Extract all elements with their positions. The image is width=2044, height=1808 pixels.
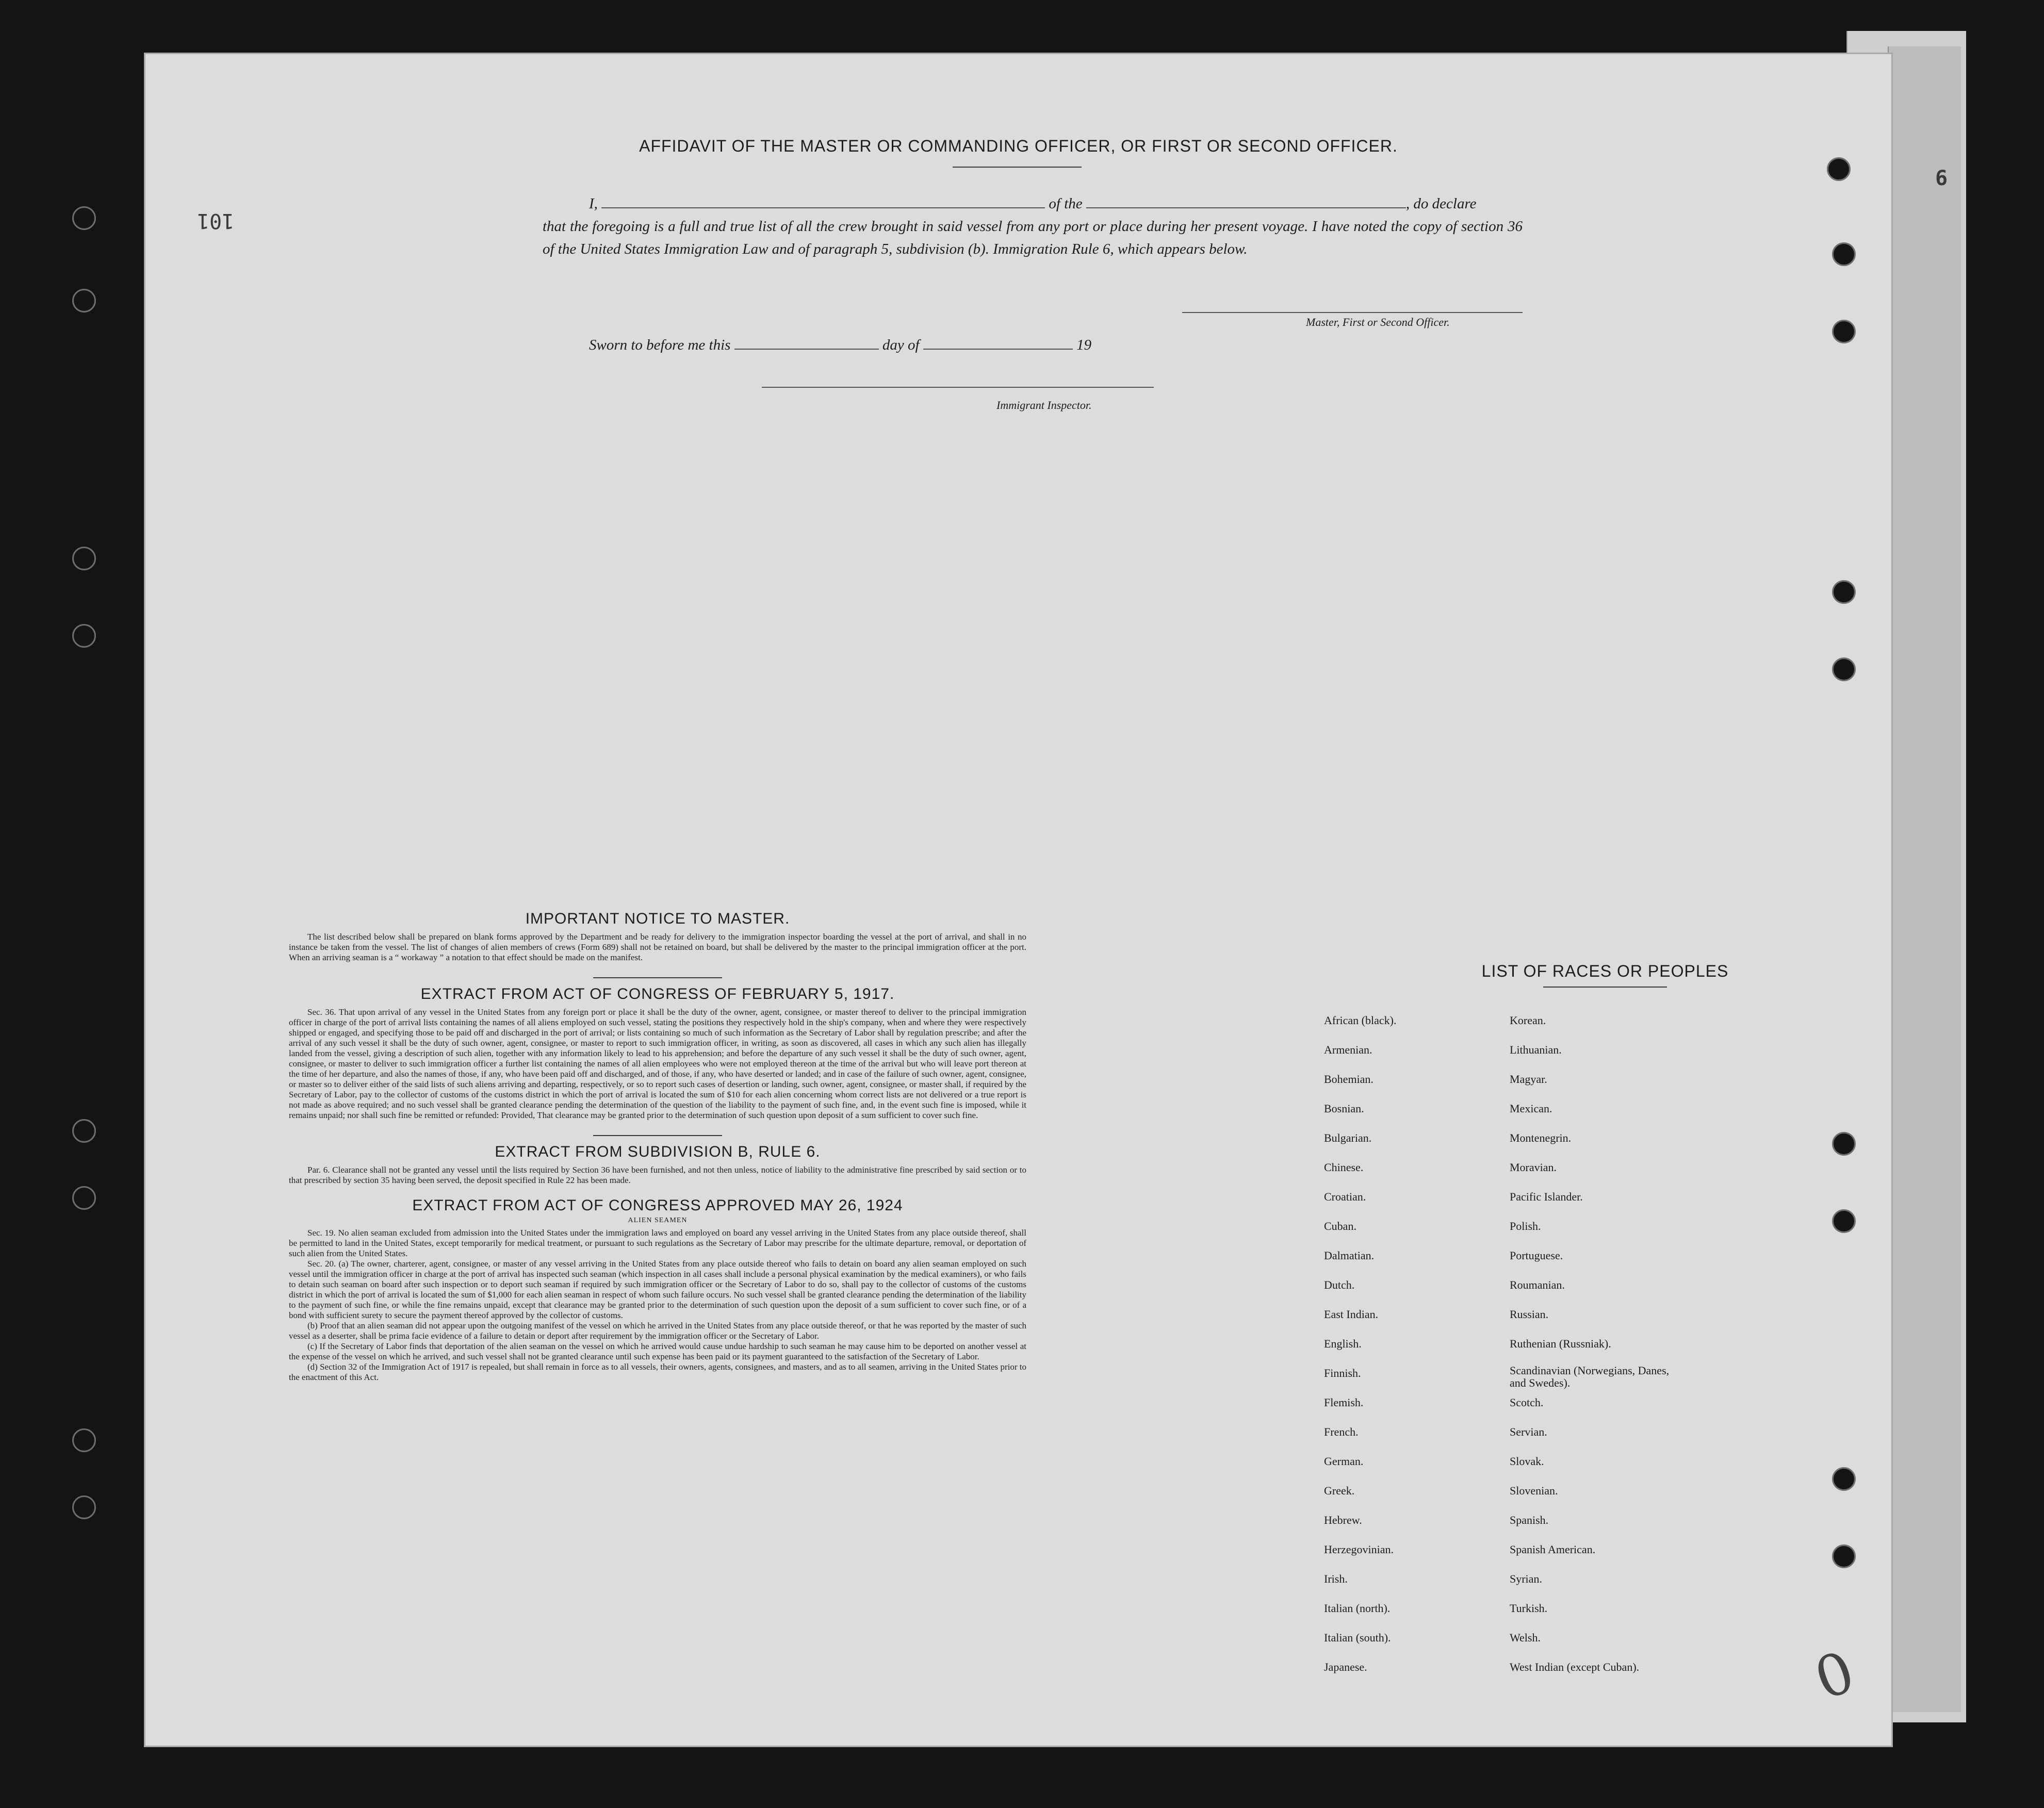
rule-6-title: EXTRACT FROM SUBDIVISION B, RULE 6. (495, 1143, 821, 1160)
binder-hole (72, 1428, 96, 1452)
back-page-edge-2 (1888, 46, 1961, 1712)
race-item: Mexican. (1510, 1102, 1552, 1115)
notice-text (289, 932, 1026, 963)
race-item: Hebrew. (1324, 1514, 1362, 1526)
race-item: Slovak. (1510, 1455, 1544, 1468)
act-1924-paragraph: (b) Proof that an alien seaman did not appear upon the outgoing manifest of the vessel on which he arrived in the United States from any place outside thereof, or that he was reported by the master of such vessel as a deserter, shall be prima facie evidence of a failure to detain or deport after requirement by the immigration officer or the Secretary of Labor. (289, 1321, 1026, 1341)
race-item: Bosnian. (1324, 1102, 1364, 1115)
race-item: French. (1324, 1425, 1359, 1438)
race-item: Armenian. (1324, 1043, 1372, 1056)
race-item: Pacific Islander. (1510, 1190, 1583, 1203)
binder-hole (72, 1119, 96, 1143)
race-item: Syrian. (1510, 1572, 1542, 1585)
divider (953, 167, 1082, 168)
race-item: West Indian (except Cuban). (1510, 1661, 1640, 1673)
race-item: Ruthenian (Russniak). (1510, 1337, 1611, 1350)
race-item: Chinese. (1324, 1161, 1364, 1174)
race-item: Croatian. (1324, 1190, 1366, 1203)
race-item: Cuban. (1324, 1220, 1356, 1232)
master-label: Master, First or Second Officer. (1306, 316, 1450, 328)
race-item: Korean. (1510, 1014, 1546, 1027)
race-item: African (black). (1324, 1014, 1397, 1027)
race-item: Polish. (1510, 1220, 1541, 1232)
day-of-label: day of (882, 337, 920, 353)
rule-6-text (289, 1165, 1026, 1186)
sworn-line (589, 335, 1091, 354)
binder-hole (1832, 1467, 1856, 1491)
race-item: Flemish. (1324, 1396, 1364, 1409)
race-item: Finnish. (1324, 1367, 1361, 1379)
race-item: Italian (south). (1324, 1631, 1391, 1644)
race-item: Bulgarian. (1324, 1131, 1372, 1144)
day-blank (734, 335, 879, 350)
race-item: Greek. (1324, 1484, 1355, 1497)
race-item: Irish. (1324, 1572, 1348, 1585)
pencil-mark: 0 (1806, 1638, 1863, 1713)
binder-hole (1832, 1209, 1856, 1233)
binder-hole (72, 624, 96, 648)
inspector-signature-line (762, 387, 1154, 388)
divider (593, 1135, 722, 1136)
inspector-label: Immigrant Inspector. (996, 399, 1092, 412)
page-number-right: 6 (1935, 167, 1948, 190)
notice-title: IMPORTANT NOTICE TO MASTER. (525, 910, 790, 927)
act-1924-text (289, 1228, 1026, 1383)
binder-hole (1827, 157, 1851, 181)
affidavit-of-the: of the (1049, 195, 1083, 212)
affidavit-title: AFFIDAVIT OF THE MASTER OR COMMANDING OFFICER, OR FIRST OR SECOND OFFICER. (639, 137, 1398, 155)
binder-hole (1832, 658, 1856, 681)
divider (593, 977, 722, 978)
race-item: German. (1324, 1455, 1364, 1468)
race-item: Dutch. (1324, 1278, 1355, 1291)
month-blank (923, 335, 1073, 350)
act-1924-paragraph: (c) If the Secretary of Labor finds that deportation of the alien seaman on the vessel on which he arrived would cause undue hardship to such seaman he may cause him to be deported on another vessel at the expense of the vessel on which he arrived, and such vessel shall not be granted clearance until such expense has been paid or its payment guaranteed to the satisfaction of the Secretary of Labor. (289, 1341, 1026, 1361)
race-item: Spanish. (1510, 1514, 1549, 1526)
race-item: Magyar. (1510, 1073, 1547, 1086)
binder-hole (72, 547, 96, 570)
race-item: Turkish. (1510, 1602, 1548, 1615)
race-item: Welsh. (1510, 1631, 1541, 1644)
race-item: Slovenian. (1510, 1484, 1558, 1497)
act-1924-paragraph: (d) Section 32 of the Immigration Act of 1917 is repealed, but shall remain in force as to all vessels, their owners, agents, consignees, and masters, and as to all seamen, arriving in the United States prior to the enactment of this Act. (289, 1362, 1026, 1382)
binder-hole (72, 1495, 96, 1519)
binder-hole (72, 206, 96, 230)
binder-hole (1832, 1132, 1856, 1156)
race-item: Portuguese. (1510, 1249, 1563, 1262)
manifest-sheet (145, 54, 1948, 1746)
binder-hole (72, 1186, 96, 1210)
race-item: East Indian. (1324, 1308, 1379, 1321)
notice-paragraph: The list described below shall be prepared on blank forms approved by the Department and be ready for delivery to the immigration inspector boarding the vessel at the port of arrival, and shall in no instance be taken from the vessel. The list of changes of alien members of crews (Form 689) shall not be retained on board, but shall be delivered by the master to the principal immigration officer at the port. When an arriving seaman is a “ workaway ” a notation to that effect should be made on the manifest. (289, 932, 1026, 962)
affidavit-i: I, (589, 195, 598, 212)
page-number-left: 101 (197, 209, 235, 233)
race-item: Russian. (1510, 1308, 1549, 1321)
race-item: Roumanian. (1510, 1278, 1565, 1291)
race-item: Dalmatian. (1324, 1249, 1375, 1262)
race-item: Moravian. (1510, 1161, 1557, 1174)
sworn-label: Sworn to before me this (589, 337, 731, 353)
binder-hole (1832, 1544, 1856, 1568)
binder-hole (1832, 580, 1856, 604)
master-signature-line (1182, 312, 1523, 313)
race-item: Bohemian. (1324, 1073, 1373, 1086)
binder-hole (72, 289, 96, 313)
year-label: 19 (1076, 337, 1092, 353)
race-item: Herzegovinian. (1324, 1543, 1394, 1556)
name-blank (601, 194, 1045, 208)
rule-6-paragraph: Par. 6. Clearance shall not be granted any vessel until the lists required by Section 36 have been furnished, and not then unless, notice of liability to the administrative fine prescribed by said section or to that prescribed by section 35 having been served, the deposit specified in Rule 22 has been made. (289, 1165, 1026, 1185)
act-1924-title: EXTRACT FROM ACT OF CONGRESS APPROVED MAY 26, 1924 (412, 1197, 903, 1214)
act-1924-subtitle: ALIEN SEAMEN (628, 1217, 688, 1224)
race-item: Servian. (1510, 1425, 1547, 1438)
act-1917-text (289, 1007, 1026, 1121)
races-title: LIST OF RACES OR PEOPLES (1481, 962, 1729, 980)
act-1917-paragraph: Sec. 36. That upon arrival of any vessel in the United States from any foreign port or place it shall be the duty of the owner, agent, consignee, or master thereof to deliver to the principal immigration officer in charge of the port of arrival lists containing the names of all aliens employed on such vessel, stating the positions they respectively hold in the ship's company, when and where they were respectively shipped or engaged, and specifying those to be paid off and discharged in the port of arrival; or lists containing so much of such information as the Secretary of Labor shall by regulation prescribe; and after the arrival of any such vessel it shall be the duty of such owner, agent, consignee, or master to report to such immigration officer, in writing, as soon as discovered, all cases in which any such alien has illegally landed from the vessel, giving a description of such alien, together with any information likely to lead to his apprehension; and before the departure of any such vessel it shall be the duty of such owner, agent, consignee, or master to deliver to such immigration officer a further list containing the names of all alien employees who were not employed thereon at the time of the arrival but who will leave port thereon at the time of her departure, and also the names of those, if any, who have been paid off and discharged, and of those, if any, who have deserted or landed; and in case of the failure of such owner, agent, consignee, or master so to deliver either of the said lists of such aliens arriving and departing, respectively, or so to report such cases of desertion or landing, such owner, agent, consignee, or master shall, if required by the Secretary of Labor, pay to the collector of customs of the customs district in which the port of arrival is located the sum of $10 for each alien concerning whom correct lists are not delivered or a true report is not made as above required; and no such vessel shall be granted clearance pending the determination of the question of the liability to the payment of such fine, and, in the event such fine is imposed, while it remains unpaid; nor shall such fine be remitted or refunded: Provided, That clearance may be granted prior to the determination of such question upon deposit of a sum sufficient to cover such fine. (289, 1007, 1026, 1120)
race-item: English. (1324, 1337, 1362, 1350)
race-item: Japanese. (1324, 1661, 1367, 1673)
binder-hole (1832, 320, 1856, 343)
race-item: Italian (north). (1324, 1602, 1391, 1615)
race-item: Scandinavian (Norwegians, Danes, and Swedes). (1510, 1364, 1670, 1389)
act-1924-paragraph: Sec. 20. (a) The owner, charterer, agent, consignee, or master of any vessel arriving in the United States from any place outside thereof who fails to detain on board any alien seaman employed on such vessel until the immigration officer in charge at the port of arrival has inspected such seaman (which inspection in all cases shall include a personal physical examination by the medical examiners), or who fails to detain such seaman on board after such inspection or to deport such seaman if required by such immigration officer or the Secretary of Labor to do so, shall pay to the collector of customs of the customs district in which the port of arrival is located the sum of $1,000 for each alien seaman in respect of whom such failure occurs. No such vessel shall be granted clearance pending the determination of the liability to the payment of such fine, or while the fine remains unpaid, except that clearance may be granted prior to the determination of such question upon the deposit of a sum sufficient to cover such fine, or of a bond with sufficient surety to secure the payment thereof approved by the collector of customs. (289, 1259, 1026, 1320)
race-item: Lithuanian. (1510, 1043, 1562, 1056)
act-1924-paragraph: Sec. 19. No alien seaman excluded from admission into the United States under the immigration laws and employed on board any vessel arriving in the United States from any place outside thereof, shall be permitted to land in the United States, except temporarily for medical treatment, or pursuant to such regulations as the Secretary of Labor may prescribe for the ultimate departure, removal, or deportation of such alien from the United States. (289, 1228, 1026, 1258)
affidavit-text (543, 192, 1523, 260)
race-item: Montenegrin. (1510, 1131, 1572, 1144)
affidavit-body-text: that the foregoing is a full and true list of all the crew brought in said vessel from any port or place during her present voyage. I have noted the copy of section 36 of the United States Immigration Law and of paragraph 5, subdivision (b). Immigration Rule 6, which appears below. (543, 218, 1523, 257)
binder-hole (1832, 242, 1856, 266)
divider (1543, 987, 1667, 988)
affidavit-do-declare: , do declare (1405, 195, 1477, 212)
act-1917-title: EXTRACT FROM ACT OF CONGRESS OF FEBRUARY 5, 1917. (420, 985, 895, 1002)
race-item: Scotch. (1510, 1396, 1544, 1409)
vessel-blank (1086, 194, 1406, 208)
race-item: Spanish American. (1510, 1543, 1596, 1556)
notice-section (289, 910, 1026, 1383)
